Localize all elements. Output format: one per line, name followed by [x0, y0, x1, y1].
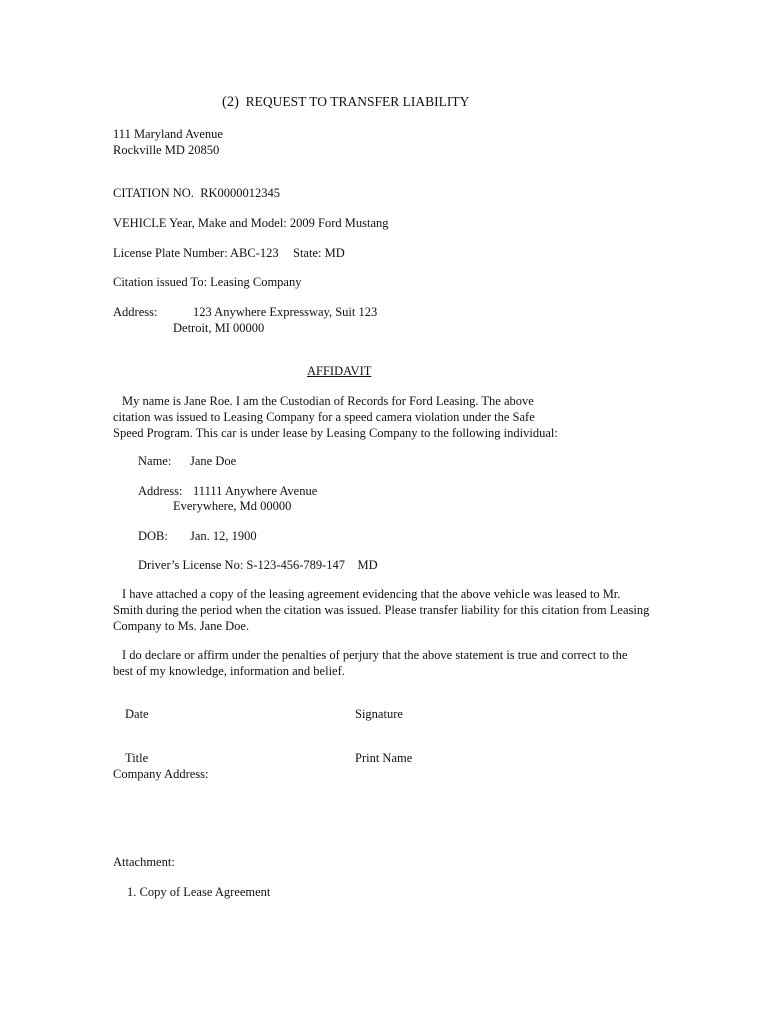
lessee-name-value: Jane Doe [190, 454, 237, 468]
attachment-item: 1. Copy of Lease Agreement [127, 885, 271, 899]
lessee-license-value: S-123-456-789-147 [246, 558, 346, 572]
lessee-dob-label: DOB: [138, 529, 168, 543]
vehicle-value: 2009 Ford Mustang [289, 216, 389, 230]
affidavit-intro-line2: citation was issued to Leasing Company for a speed camera violation under the Safe [113, 410, 535, 424]
issued-to-label: Citation issued To: [113, 275, 208, 289]
statement-line2: Smith during the period when the citation was issued. Please transfer liability for this citation from Leasing [113, 603, 650, 617]
print-name-label: Print Name [355, 751, 413, 765]
company-address-field-label: Company Address: [113, 767, 209, 781]
lessee-license-row [138, 557, 378, 573]
declaration-line1: I do declare or affirm under the penalties of perjury that the above statement is true and correct to the [122, 648, 628, 662]
plate-label: License Plate Number: [113, 246, 228, 260]
company-address-line2: Detroit, MI 00000 [173, 321, 265, 335]
affidavit-intro-line3: Speed Program. This car is under lease by Leasing Company to the following individual: [113, 426, 558, 440]
page-title [222, 94, 469, 110]
statement-line3: Company to Ms. Jane Doe. [113, 619, 250, 633]
date-label: Date [125, 707, 149, 721]
office-address-line1: 111 Maryland Avenue [113, 127, 223, 141]
lessee-address-label: Address: [138, 484, 183, 498]
citation-label: CITATION NO. [113, 186, 194, 200]
citation-number: RK0000012345 [200, 186, 281, 200]
issued-to-row [113, 274, 301, 290]
title-label: Title [125, 751, 149, 765]
statement-line1: I have attached a copy of the leasing agreement evidencing that the above vehicle was leased to Mr. [122, 587, 621, 601]
lessee-license-state: MD [357, 558, 378, 572]
vehicle-label: VEHICLE Year, Make and Model: [113, 216, 287, 230]
affidavit-heading: AFFIDAVIT [307, 364, 372, 378]
lessee-address-line1: 11111 Anywhere Avenue [193, 484, 318, 498]
issued-to-value: Leasing Company [210, 275, 302, 289]
lessee-dob-value: Jan. 12, 1900 [190, 529, 257, 543]
citation-number-row [113, 185, 280, 201]
license-plate-row [113, 245, 279, 261]
plate-state-value: MD [324, 246, 345, 260]
plate-state [293, 245, 345, 261]
signature-label: Signature [355, 707, 403, 721]
declaration-line2: best of my knowledge, information and belief. [113, 664, 345, 678]
lessee-name-label: Name: [138, 454, 172, 468]
company-address-line1: 123 Anywhere Expressway, Suit 123 [193, 305, 378, 319]
plate-state-label: State: [293, 246, 322, 260]
title-number: (2) [222, 94, 239, 110]
office-address-line2: Rockville MD 20850 [113, 143, 220, 157]
affidavit-intro-line1: My name is Jane Roe. I am the Custodian of Records for Ford Leasing. The above [122, 394, 534, 408]
lessee-license-label: Driver’s License No: [138, 558, 244, 572]
title-text: REQUEST TO TRANSFER LIABILITY [245, 94, 470, 109]
plate-value: ABC-123 [229, 246, 279, 260]
attachment-heading: Attachment: [113, 855, 175, 869]
lessee-address-line2: Everywhere, Md 00000 [173, 499, 292, 513]
company-address-label: Address: [113, 305, 158, 319]
vehicle-row [113, 215, 389, 231]
